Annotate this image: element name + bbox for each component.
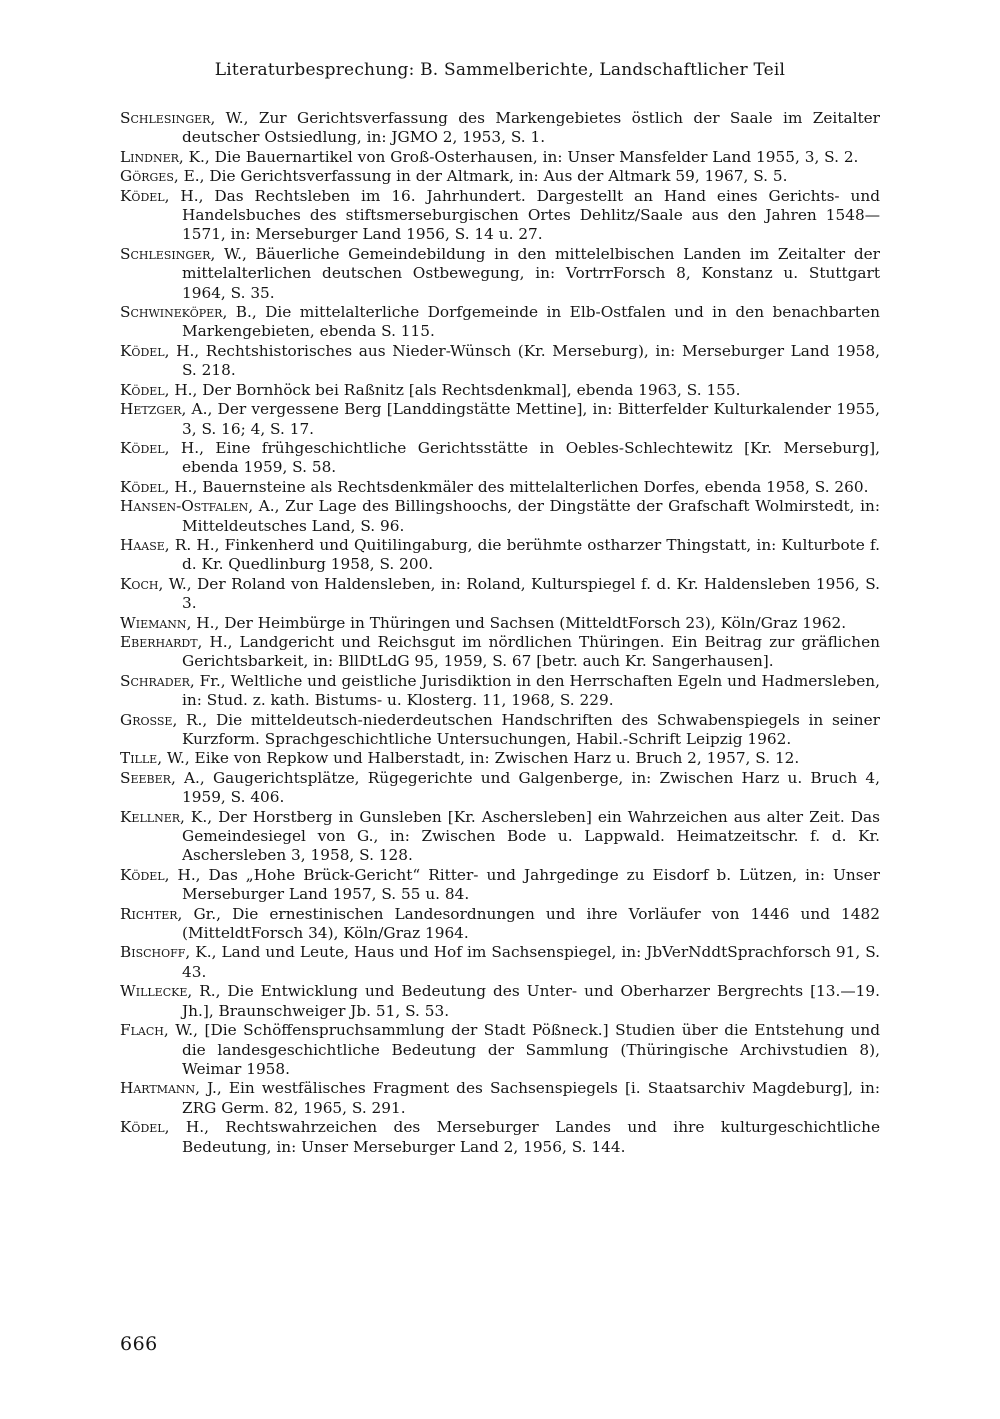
- running-head: Literaturbesprechung: B. Sammelberichte, Landschaftlicher Teil: [214, 60, 786, 80]
- entry-citation: , W., Bäuerliche Gemeindebildung in den mittelelbischen Landen im Zeitalter der mittelalterlichen deutschen Ostbewegung, in: VortrrForsch 8, Konstanz u. Stuttgart 1964, S. 35.: [182, 244, 880, 302]
- entry-citation: , K., Die Bauernartikel von Groß-Osterhausen, in: Unser Mansfelder Land 1955, 3, S. 2.: [178, 147, 859, 166]
- entry-author: Ködel: [120, 186, 165, 205]
- entry-citation: , A., Der vergessene Berg [Landdingstätte Mettine], in: Bitterfelder Kulturkalender 1955, 3, S. 16; 4, S. 17.: [181, 400, 880, 438]
- entry-author: Ködel: [120, 438, 165, 457]
- entry-citation: , Fr., Weltliche und geistliche Jurisdiktion in den Herrschaften Egeln und Hadmersleben, in: Stud. z. kath. Bistums- u. Klosterg. 11, 1968, S. 229.: [182, 671, 880, 710]
- entry-author: Bischoff: [120, 943, 186, 962]
- entry-citation: , H., Das Rechtsleben im 16. Jahrhundert. Dargestellt an Hand eines Gerichts- und Handelsbuches des stiftsmerseburgischen Ortes Dehlitz/Saale aus den Jahren 1548—1571, in: Merseburger Land 1956, S. 14 u. 27.: [164, 186, 880, 244]
- bibliography-entry: [120, 245, 880, 303]
- entry-author: Flach: [120, 1021, 164, 1040]
- entry-citation: , A., Zur Lage des Billingshoochs, der Dingstätte der Grafschaft Wolmirstedt, in: Mitteldeutsches Land, S. 96.: [182, 497, 880, 535]
- bibliography-entry: [120, 711, 880, 750]
- entry-author: Schwineköper: [120, 303, 223, 322]
- bibliography-entry: [120, 497, 880, 536]
- bibliography-entry: [120, 633, 880, 672]
- page-number: 666: [120, 1333, 158, 1355]
- entry-citation: , W., [Die Schöffenspruchsammlung der Stadt Pößneck.] Studien über die Entstehung und die landesgeschichtliche Bedeutung der Sammlung (Thüringische Archivstudien 8), Weimar 1958.: [163, 1021, 880, 1078]
- entry-author: Haase: [120, 535, 165, 554]
- entry-author: Willecke: [120, 982, 188, 1001]
- bibliography-entry: [120, 982, 880, 1021]
- bibliography-list: [120, 109, 880, 1157]
- entry-citation: , R. H., Finkenherd und Quitilingaburg, die berühmte ostharzer Thingstatt, in: Kulturbote f. d. Kr. Quedlinburg 1958, S. 200.: [164, 535, 880, 574]
- entry-citation: , H., Rechtshistorisches aus Nieder-Wünsch (Kr. Merseburg), in: Merseburger Land 1958, S. 218.: [164, 341, 880, 380]
- bibliography-entry: [120, 303, 880, 342]
- bibliography-entry: [120, 943, 880, 982]
- entry-citation: , K., Land und Leute, Haus und Hof im Sachsenspiegel, in: JbVerNddtSprachforsch 91, S. 43.: [182, 943, 880, 981]
- entry-author: Lindner: [120, 147, 179, 166]
- entry-author: Ködel: [120, 477, 165, 496]
- entry-author: Kellner: [120, 807, 181, 826]
- entry-author: Ködel: [120, 380, 165, 399]
- entry-author: Ködel: [120, 865, 165, 884]
- entry-citation: , W., Zur Gerichtsverfassung des Markengebietes östlich der Saale im Zeitalter deutscher Ostsiedlung, in: JGMO 2, 1953, S. 1.: [182, 109, 880, 147]
- entry-citation: , H., Der Bornhöck bei Raßnitz [als Rechtsdenkmal], ebenda 1963, S. 155.: [164, 380, 741, 399]
- entry-author: Hetzger: [120, 400, 182, 419]
- entry-author: Seeber: [120, 768, 171, 787]
- entry-author: Tille: [120, 749, 158, 768]
- entry-citation: , H., Bauernsteine als Rechtsdenkmäler des mittelalterlichen Dorfes, ebenda 1958, S. 260.: [164, 477, 869, 496]
- bibliography-entry: [120, 381, 880, 400]
- entry-author: Hartmann: [120, 1079, 196, 1098]
- entry-author: Wiemann: [120, 613, 187, 632]
- entry-citation: , W., Eike von Repkow und Halberstadt, in: Zwischen Harz u. Bruch 2, 1957, S. 12.: [157, 749, 800, 768]
- bibliography-entry: [120, 439, 880, 478]
- bibliography-entry: [120, 1118, 880, 1157]
- entry-author: Görges: [120, 167, 174, 186]
- bibliography-entry: [120, 575, 880, 614]
- entry-author: Hansen-Ostfalen: [120, 497, 249, 516]
- entry-citation: , K., Der Horstberg in Gunsleben [Kr. Aschersleben] ein Wahrzeichen aus alter Zeit. Das Gemeindesiegel von G., in: Zwischen Bode u. Lappwald. Heimatzeitschr. f. d. Kr. Aschersleben 3, 1958, S. 128.: [180, 807, 880, 865]
- entry-author: Richter: [120, 904, 178, 923]
- entry-citation: , A., Gaugerichtsplätze, Rügegerichte und Galgenberge, in: Zwischen Harz u. Bruch 4, 1959, S. 406.: [170, 768, 880, 807]
- entry-author: Grosse: [120, 710, 173, 729]
- entry-author: Schlesinger: [120, 244, 211, 263]
- entry-citation: , J., Ein westfälisches Fragment des Sachsenspiegels [i. Staatsarchiv Magdeburg], in: ZRG Germ. 82, 1965, S. 291.: [182, 1079, 880, 1117]
- bibliography-entry: [120, 536, 880, 575]
- bibliography-entry: [120, 1021, 880, 1079]
- bibliography-entry: [120, 167, 880, 186]
- entry-citation: , Gr., Die ernestinischen Landesordnungen und ihre Vorläufer von 1446 und 1482 (MitteldtForsch 34), Köln/Graz 1964.: [177, 904, 880, 943]
- bibliography-entry: [120, 866, 880, 905]
- entry-citation: , H., Landgericht und Reichsgut im nördlichen Thüringen. Ein Beitrag zur gräflichen Gerichtsbarkeit, in: BllDtLdG 95, 1959, S. 67 [betr. auch Kr. Sangerhausen].: [182, 632, 880, 671]
- bibliography-entry: [120, 769, 880, 808]
- bibliography-entry: [120, 109, 880, 148]
- entry-citation: , R., Die mitteldeutsch-niederdeutschen Handschriften des Schwabenspiegels in seiner Kurzform. Sprachgeschichtliche Untersuchungen, Habil.-Schrift Leipzig 1962.: [172, 710, 880, 748]
- entry-citation: , H., Eine frühgeschichtliche Gerichtsstätte in Oebles-Schlechtewitz [Kr. Merseburg], ebenda 1959, S. 58.: [164, 438, 880, 477]
- bibliography-entry: [120, 400, 880, 439]
- entry-citation: , H., Der Heimbürge in Thüringen und Sachsen (MitteldtForsch 23), Köln/Graz 1962.: [186, 613, 847, 632]
- entry-citation: , E., Die Gerichtsverfassung in der Altmark, in: Aus der Altmark 59, 1967, S. 5.: [173, 167, 788, 186]
- bibliography-entry: [120, 808, 880, 866]
- bibliography-entry: [120, 187, 880, 245]
- entry-citation: , H., Rechtswahrzeichen des Merseburger Landes und ihre kulturgeschichtliche Bedeutung, in: Unser Merseburger Land 2, 1956, S. 144.: [164, 1118, 880, 1156]
- entry-author: Schlesinger: [120, 109, 211, 127]
- entry-citation: , H., Das „Hohe Brück-Gericht“ Ritter- und Jahrgedinge zu Eisdorf b. Lützen, in: Unser Merseburger Land 1957, S. 55 u. 84.: [164, 865, 880, 904]
- bibliography-entry: [120, 614, 880, 633]
- bibliography-entry: [120, 478, 880, 497]
- entry-author: Ködel: [120, 341, 165, 360]
- bibliography-entry: [120, 905, 880, 944]
- bibliography-entry: [120, 1079, 880, 1118]
- bibliography-entry: [120, 148, 880, 167]
- entry-author: Koch: [120, 574, 159, 593]
- bibliography-entry: [120, 672, 880, 711]
- bibliography-entry: [120, 342, 880, 381]
- entry-author: Ködel: [120, 1118, 165, 1137]
- entry-citation: , B., Die mittelalterliche Dorfgemeinde in Elb-Ostfalen und in den benachbarten Markengebieten, ebenda S. 115.: [182, 303, 880, 341]
- bibliography-entry: [120, 749, 880, 768]
- entry-citation: , R., Die Entwicklung und Bedeutung des Unter- und Oberharzer Bergrechts [13.—19. Jh.], Braunschweiger Jb. 51, S. 53.: [182, 982, 880, 1020]
- entry-author: Schrader: [120, 671, 190, 690]
- entry-author: Eberhardt: [120, 632, 198, 651]
- entry-citation: , W., Der Roland von Haldensleben, in: Roland, Kulturspiegel f. d. Kr. Haldensleben 1956, S. 3.: [158, 574, 880, 613]
